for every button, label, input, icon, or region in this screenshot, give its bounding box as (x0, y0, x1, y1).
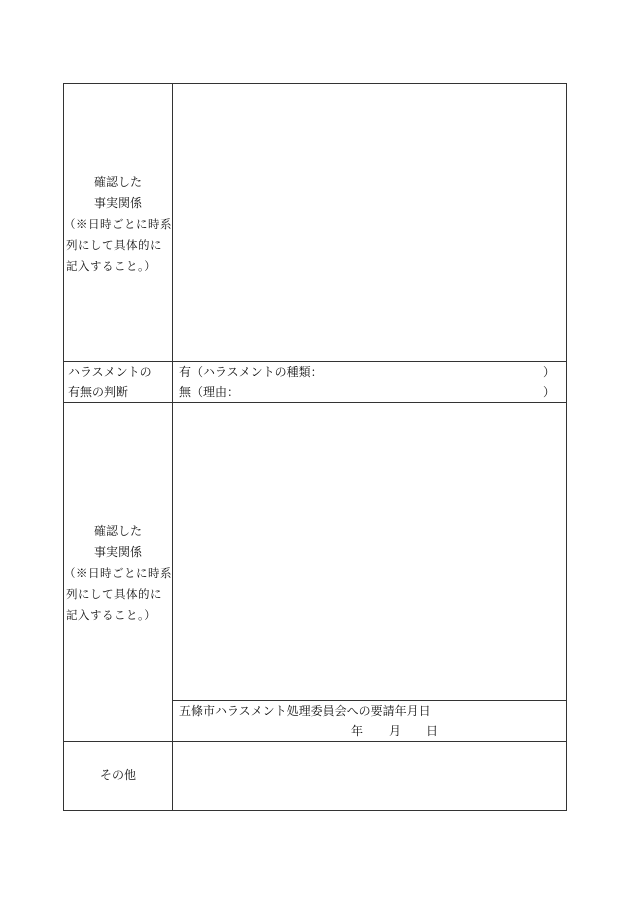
facts2-title-line1: 確認した (93, 524, 142, 538)
facts2-note-line1: （※日時ごとに時系 (64, 566, 172, 580)
facts1-input-area[interactable] (173, 84, 566, 361)
facts2-note-line3: 記入すること。） (66, 608, 157, 622)
judgment-label-line2: 有無の判断 (68, 385, 129, 399)
judgment-label-cell (64, 362, 172, 402)
judgment-label-line1: ハラスメントの (68, 365, 152, 379)
table-right-border (566, 83, 567, 810)
request-date-label: 五條市ハラスメント処理委員会への要請年月日 (179, 704, 431, 718)
request-month: 月 (389, 724, 402, 738)
option-no-text: 無（理由： (179, 385, 240, 399)
option-yes-text: 有（ハラスメントの種類： (179, 365, 323, 379)
request-year: 年 (351, 724, 364, 738)
other-label-cell (64, 742, 172, 810)
judgment-options-cell[interactable] (173, 362, 566, 402)
option-no-close: ） (543, 385, 556, 399)
facts1-note-line1: （※日時ごとに時系 (64, 217, 172, 231)
request-day: 日 (426, 724, 439, 738)
facts2-label-cell (64, 403, 172, 741)
table-bottom-border (63, 810, 567, 811)
facts1-title-line2: 事実関係 (93, 196, 142, 210)
facts1-label-cell (64, 84, 172, 361)
facts2-note-line2: 列にして具体的に (66, 587, 162, 601)
facts1-title-line1: 確認した (93, 175, 142, 189)
facts1-note-line3: 記入すること。） (66, 259, 157, 273)
facts2-input-area[interactable] (173, 403, 566, 700)
option-yes-close: ） (543, 365, 556, 379)
request-date-cell[interactable] (173, 701, 566, 741)
other-input-area[interactable] (173, 742, 566, 810)
other-label: その他 (99, 768, 136, 782)
facts1-note-line2: 列にして具体的に (66, 238, 162, 252)
facts2-title-line2: 事実関係 (93, 545, 142, 559)
